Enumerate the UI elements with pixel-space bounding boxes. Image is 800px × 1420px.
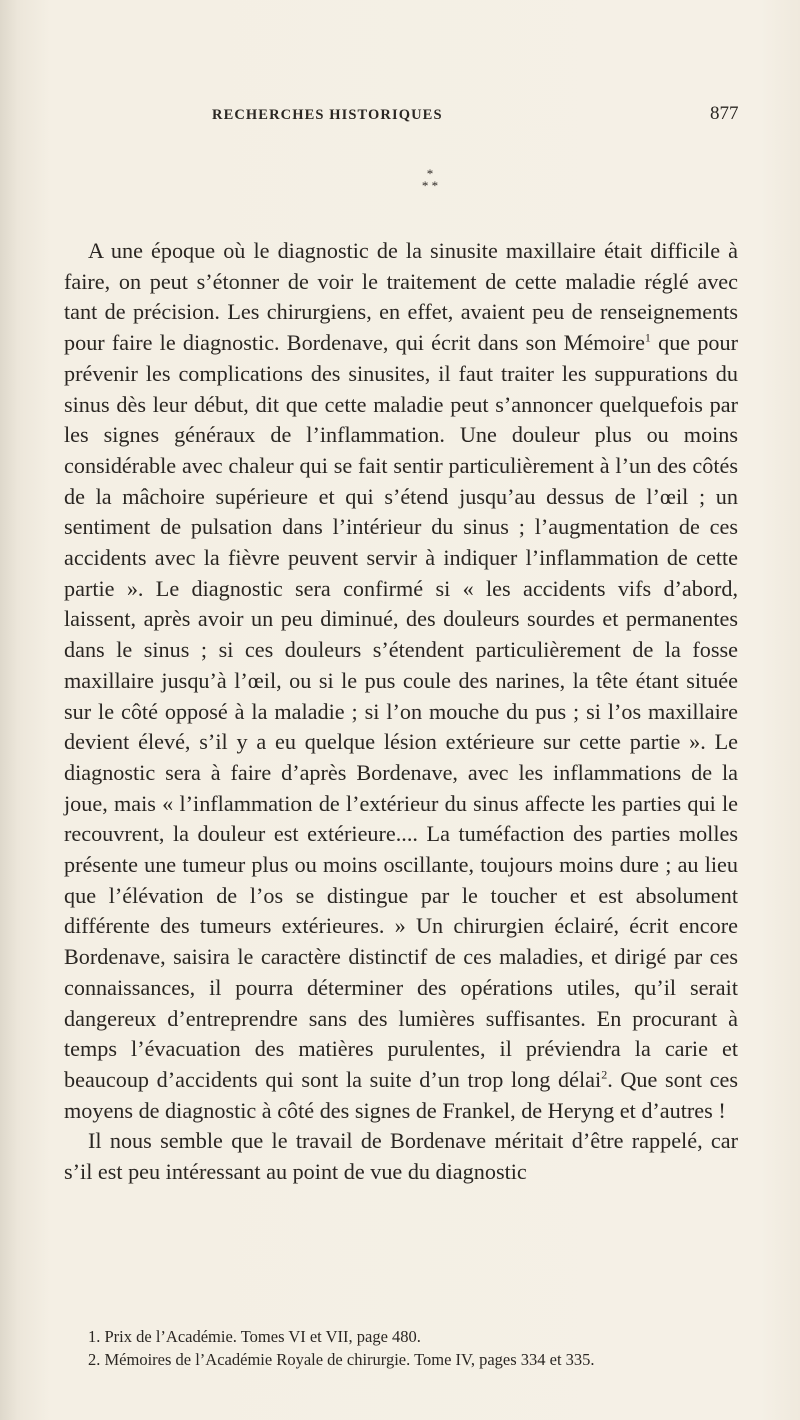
paragraph-1-part-2: que pour prévenir les complications des sinusites, il faut traiter les suppurations du sinus dès leur début, dit que cette maladie peut s’annoncer quelquefois par les signes généraux de l’inflammation. Une douleur plus ou moins considérable avec chaleur qui se fait sentir particulièrement à l’un des côtés de la mâchoire supérieure et qui s’étend jusqu’au dessus de l’œil ; un sentiment de pulsation dans l’intérieur du sinus ; l’augmentation de ces accidents avec la fièvre peuvent servir à indiquer l’inflammation de cette partie ». Le diagnostic sera confirmé si « les accidents vifs d’abord, laissent, après avoir un peu diminué, des douleurs sourdes et permanentes dans le sinus ; si ces douleurs s’étendent particulièrement de la fosse maxillaire jusqu’à l’œil, ou si le pus coule des narines, la tête étant située sur le côté opposé à la maladie ; si l’on mouche du pus ; si l’os maxillaire devient élevé, s’il y a eu quelque lésion extérieure sur cette partie ». Le diagnostic sera à faire d’après Bordenave, avec les inflammations de la joue, mais « l’inflammation de l’extérieur du sinus affecte les parties qui le recouvrent, la douleur est extérieure.... La tuméfaction des parties molles présente une tumeur plus ou moins oscillante, toujours moins dure ; au lieu que l’élévation de l’os se distingue par le toucher et est absolument différente des tumeurs extérieures. » Un chirurgien éclairé, écrit encore Bordenave, saisira le caractère distinctif de ces maladies, et dirigé par ces connaissances, il pourra déterminer des opérations utiles, qu’il serait dangereux d’entreprendre sans des lumières suffisantes. En procurant à temps l’évacuation des matières purulentes, il préviendra la carie et beaucoup d’accidents qui sont la suite d’un trop long délai — [64, 330, 738, 1092]
paragraph-2: Il nous semble que le travail de Bordenave méritait d’être rappelé, car s’il est peu intéressant au point de vue du diagnostic — [64, 1128, 738, 1185]
page-number: 877 — [710, 103, 739, 124]
paragraph-1-part-1: A une époque où le diagnostic de la sinusite maxillaire était difficile à faire, on peut s’étonner de voir le traitement de cette maladie réglé avec tant de précision. Les chirurgiens, en effet, avaient peu de renseignements pour faire le diagnostic. Bordenave, qui écrit dans son Mémoire — [64, 238, 738, 356]
paragraph-1 — [64, 236, 738, 1126]
footnote-ref-2: 2 — [601, 1067, 608, 1082]
page-header — [0, 103, 800, 129]
section-break — [410, 168, 450, 192]
footnote-ref-1: 1 — [644, 330, 651, 345]
footnotes — [64, 1325, 738, 1371]
running-head: RECHERCHES HISTORIQUES — [212, 107, 443, 123]
paragraph-1-part-3: . Que sont ces moyens de diagnostic à côté des signes de Frankel, de Heryng et d’autres ! — [64, 1066, 738, 1123]
section-break-stars-bottom: * * — [421, 178, 439, 193]
section-break-star-top: * — [426, 166, 434, 181]
body-text — [64, 236, 738, 1188]
footnote-2: 2. Mémoires de l’Académie Royale de chirurgie. Tome IV, pages 334 et 335. — [88, 1350, 595, 1369]
footnote-1: 1. Prix de l’Académie. Tomes VI et VII, page 480. — [88, 1327, 421, 1346]
